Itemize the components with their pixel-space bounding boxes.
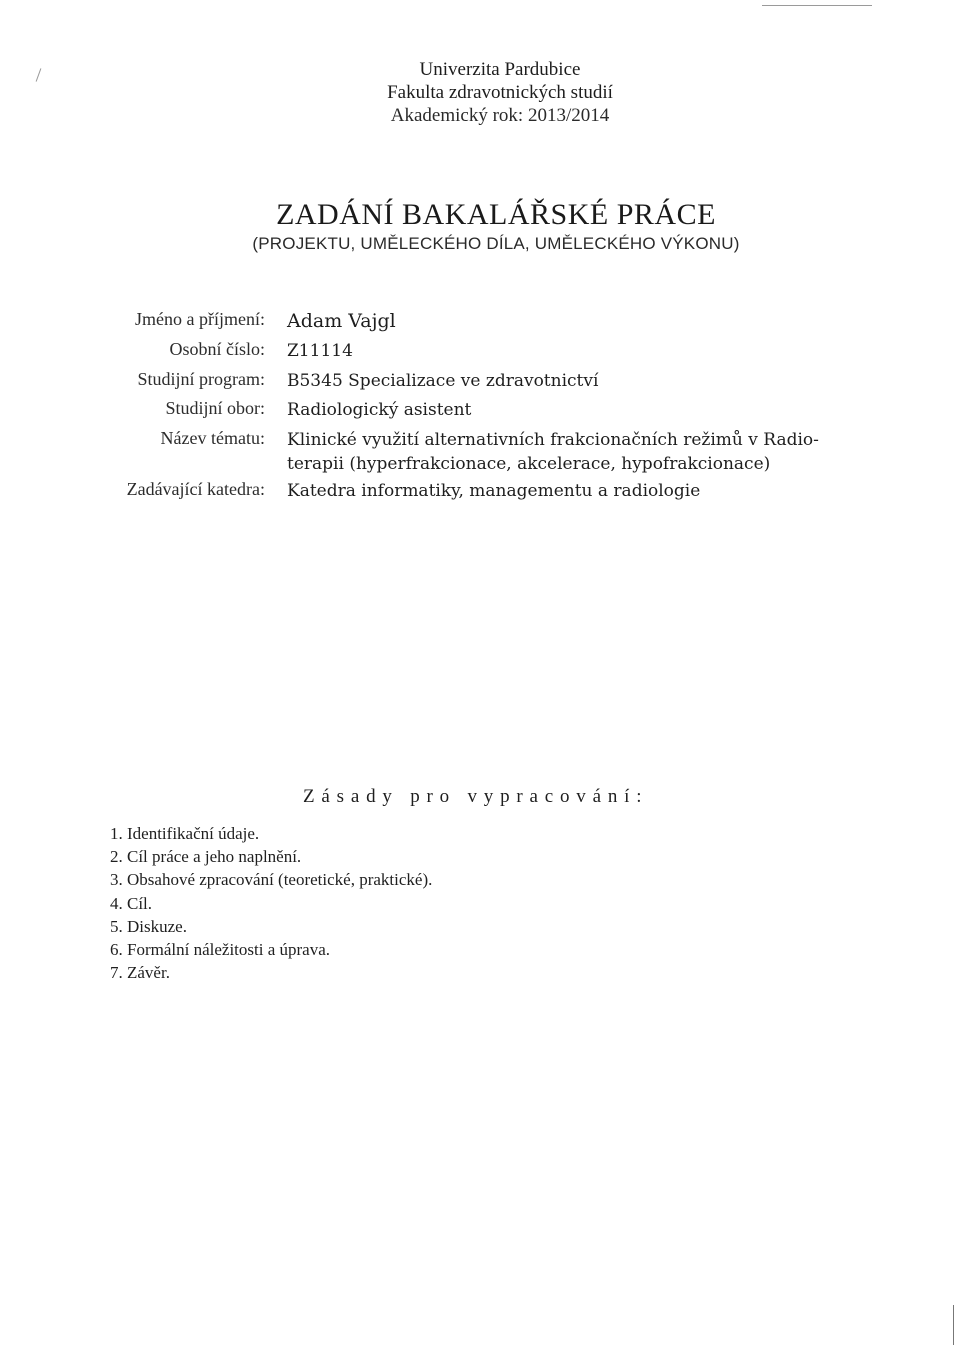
document-subtitle: (PROJEKTU, UMĚLECKÉHO DÍLA, UMĚLECKÉHO VÝKONU) — [252, 234, 740, 253]
university-name: Univerzita Pardubice — [419, 59, 581, 80]
study-program-value: B5345 Specializace ve zdravotnictví — [287, 371, 599, 391]
academic-year: Akademický rok: 2013/2014 — [390, 105, 610, 126]
document-title: ZADÁNÍ BAKALÁŘSKÉ PRÁCE — [276, 198, 716, 231]
topic-label: Název tématu: — [160, 428, 265, 448]
list-item: 6. Formální náležitosti a úprava. — [110, 940, 330, 960]
list-item: 7. Závěr. — [110, 963, 170, 983]
study-field-value: Radiologický asistent — [287, 400, 472, 420]
topic-value-line1: Klinické využití alternativních frakcionačních režimů v Radio- — [287, 430, 819, 450]
faculty-name: Fakulta zdravotnických studií — [387, 82, 613, 103]
list-item: 2. Cíl práce a jeho naplnění. — [110, 847, 302, 867]
name-value: Adam Vajgl — [287, 310, 396, 332]
list-item: 4. Cíl. — [110, 893, 153, 913]
principles-heading: Zásady pro vypracování: — [303, 786, 649, 807]
header — [0, 58, 960, 127]
scan-artifact-right-edge — [953, 1305, 954, 1345]
personal-number-value: Z11114 — [287, 341, 353, 361]
title-block — [0, 197, 960, 254]
department-label: Zadávající katedra: — [126, 479, 265, 499]
principles-list — [110, 822, 432, 984]
department-value: Katedra informatiky, managementu a radiologie — [287, 481, 701, 501]
list-item: 5. Diskuze. — [110, 916, 187, 936]
scan-artifact-top-line — [762, 5, 872, 6]
list-item: 3. Obsahové zpracování (teoretické, praktické). — [110, 870, 433, 890]
topic-value-line2: terapii (hyperfrakcionace, akcelerace, hypofrakcionace) — [287, 454, 771, 474]
study-field-label: Studijní obor: — [165, 398, 265, 418]
personal-number-label: Osobní číslo: — [169, 339, 265, 359]
name-label: Jméno a příjmení: — [135, 309, 265, 329]
topic-value — [287, 428, 887, 476]
study-program-label: Studijní program: — [137, 369, 265, 389]
list-item: 1. Identifikační údaje. — [110, 824, 260, 843]
